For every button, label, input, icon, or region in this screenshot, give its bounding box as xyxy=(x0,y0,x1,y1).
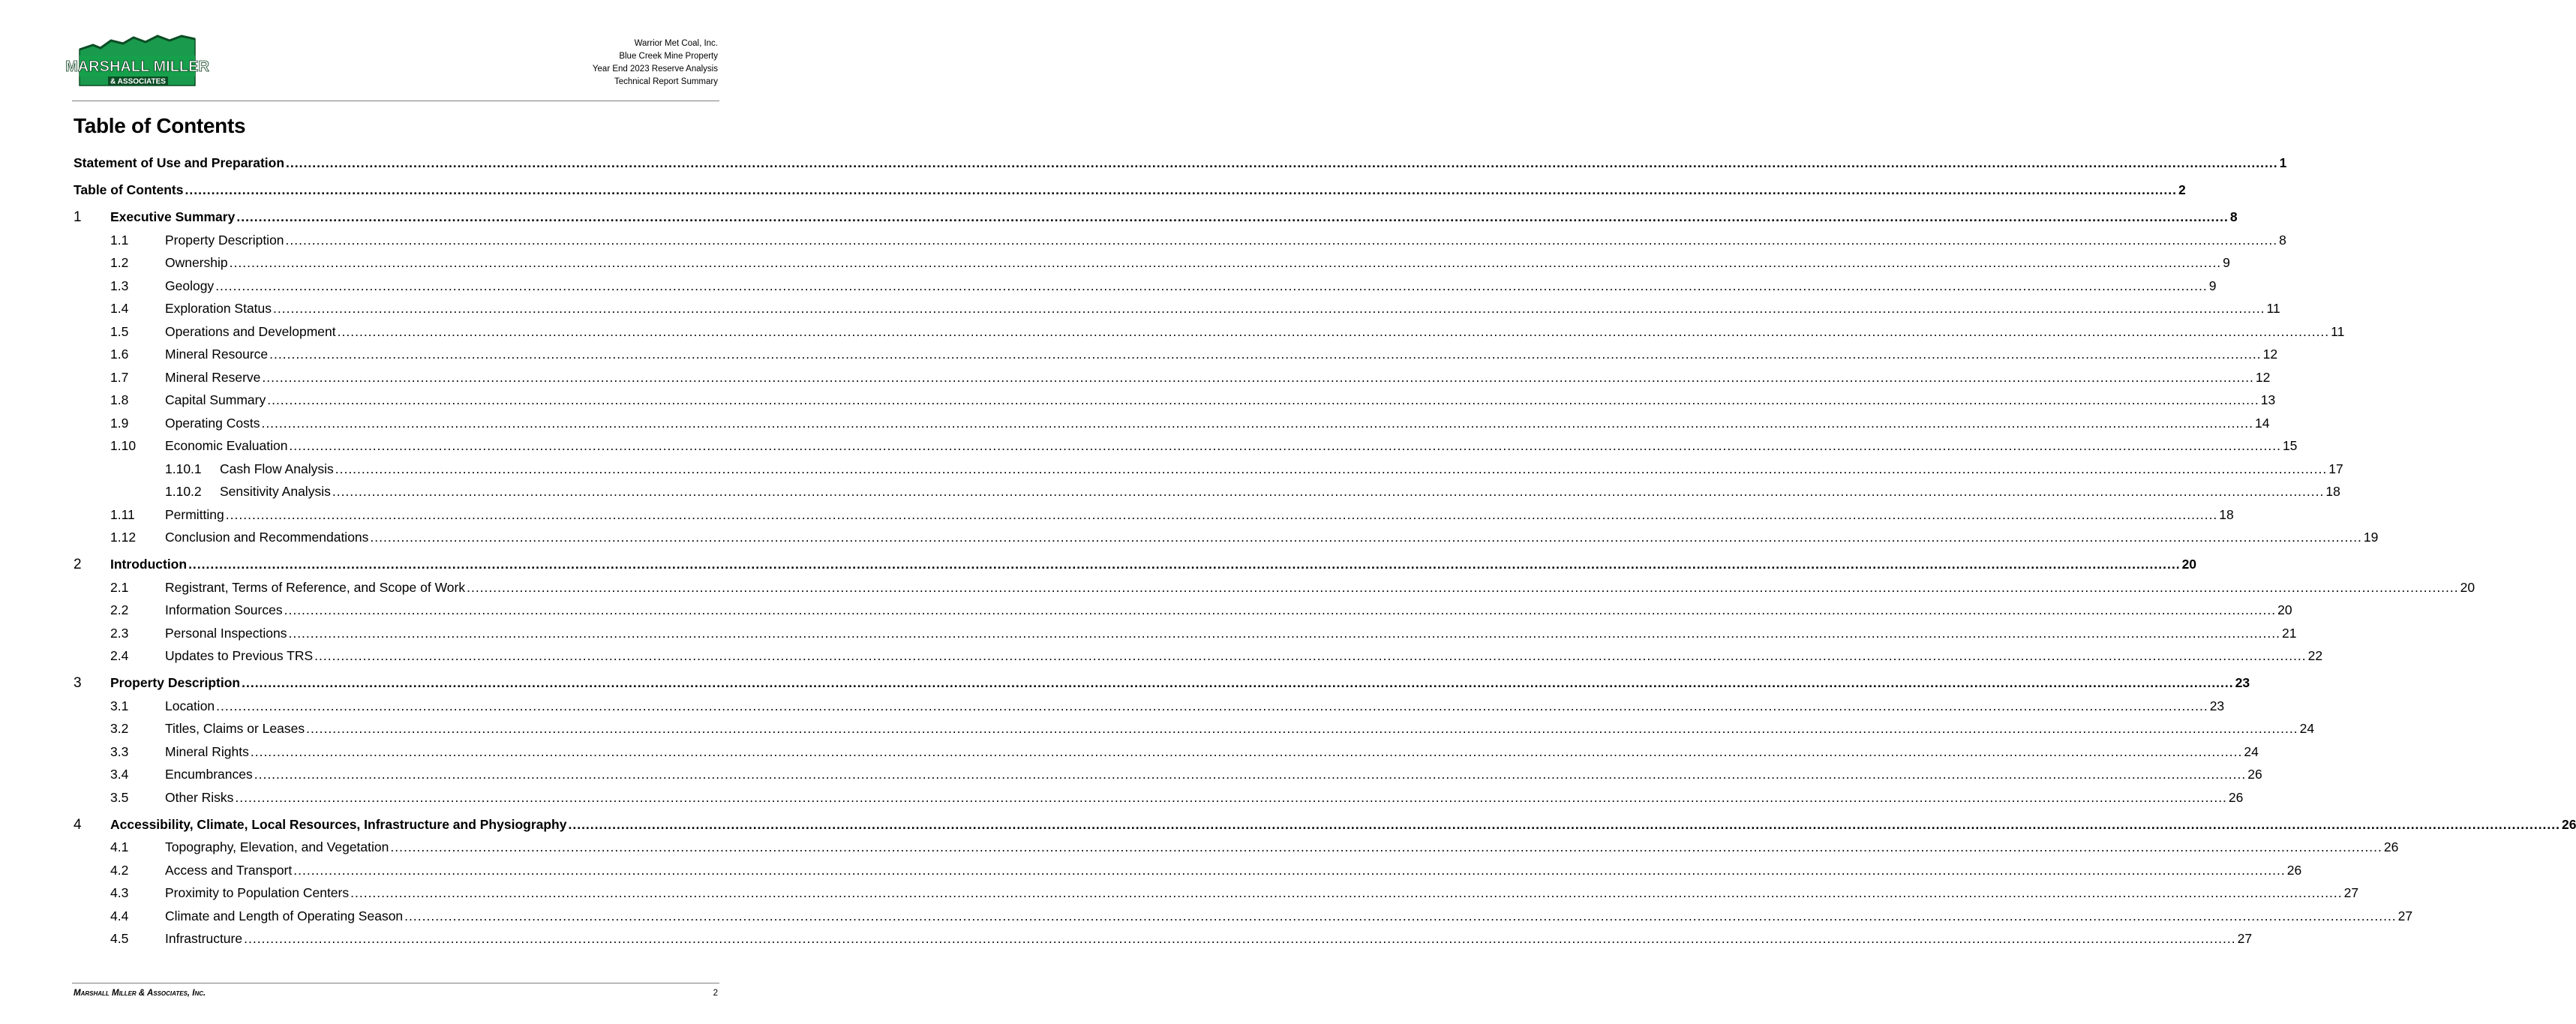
toc-entry-title: Permitting xyxy=(165,506,224,522)
toc-entry-number: 2.3 xyxy=(110,625,129,641)
toc-entry-page: 26 xyxy=(2562,816,2576,832)
toc-entry-number: 1.10.2 xyxy=(165,484,202,499)
toc-entry-page: 26 xyxy=(2383,839,2399,854)
toc-entry-number: 2.1 xyxy=(110,579,129,595)
toc-entry-number: 4.1 xyxy=(110,839,129,854)
toc-entry-number: 3.4 xyxy=(110,767,129,782)
toc-entry-page: 27 xyxy=(2343,885,2359,900)
toc-entry[interactable] xyxy=(74,392,2276,410)
toc-dot-leader xyxy=(568,817,2560,833)
toc-dot-leader xyxy=(286,155,2278,171)
toc-entry[interactable] xyxy=(74,602,2292,620)
toc-entry-page: 26 xyxy=(2286,862,2302,878)
toc-entry-title: Accessibility, Climate, Local Resources, Infrastructure and Physiography xyxy=(110,816,567,832)
toc-dot-leader xyxy=(267,392,2259,408)
toc-entry-page: 23 xyxy=(2209,698,2225,713)
toc-entry-number: 4.4 xyxy=(110,908,129,923)
toc-entry[interactable] xyxy=(74,767,2262,785)
toc-entry-title: Other Risks xyxy=(165,789,234,805)
toc-entry-page: 24 xyxy=(2299,721,2315,736)
toc-entry-page: 1 xyxy=(2279,155,2287,170)
toc-entry-title: Capital Summary xyxy=(165,392,266,407)
toc-entry[interactable] xyxy=(74,232,2286,251)
report-type: Technical Report Summary xyxy=(614,77,718,86)
toc-entry-number: 4.2 xyxy=(110,862,129,878)
toc-dot-leader xyxy=(216,698,2208,714)
toc-entry-number: 1.5 xyxy=(110,323,129,339)
toc-entry[interactable] xyxy=(74,484,2340,502)
toc-dot-leader xyxy=(288,626,2280,641)
toc-dot-leader xyxy=(390,839,2382,855)
toc-dot-leader xyxy=(314,648,2307,664)
toc-entry-number: 3.1 xyxy=(110,698,129,713)
toc-entry-title: Ownership xyxy=(165,255,228,270)
toc-entry[interactable] xyxy=(74,155,2287,173)
toc-entry-title: Operating Costs xyxy=(165,415,260,431)
toc-entry-title: Mineral Resource xyxy=(165,347,269,362)
toc-entry-number: 3.5 xyxy=(110,789,129,805)
toc-entry-number: 1 xyxy=(74,209,82,225)
toc-entry[interactable] xyxy=(74,698,2225,716)
toc-entry-number: 1.8 xyxy=(110,392,129,407)
toc-entry-page: 15 xyxy=(2282,438,2298,453)
toc-entry-number: 3.2 xyxy=(110,721,129,736)
toc-entry-title: Introduction xyxy=(110,557,188,572)
toc-entry-page: 21 xyxy=(2281,625,2297,641)
toc-entry[interactable] xyxy=(74,369,2271,388)
company-logo xyxy=(65,33,209,87)
toc-entry-title: Topography, Elevation, and Vegetation xyxy=(165,839,389,854)
toc-entry-number: 1.2 xyxy=(110,255,129,270)
toc-entry-page: 27 xyxy=(2237,931,2253,946)
svg-text:& ASSOCIATES: & ASSOCIATES xyxy=(110,77,166,86)
toc-entry[interactable] xyxy=(74,675,2250,693)
toc-dot-leader xyxy=(185,182,2177,198)
toc-entry[interactable] xyxy=(74,461,2343,479)
toc-entry-title: Encumbrances xyxy=(165,767,253,782)
toc-entry-title: Updates to Previous TRS xyxy=(165,648,314,663)
toc-entry-page: 13 xyxy=(2260,392,2276,407)
toc-entry-number: 1.4 xyxy=(110,301,129,316)
toc-entry-title: Geology xyxy=(165,278,215,293)
toc-entry-number: 3.3 xyxy=(110,743,129,759)
toc-entry-title: Mineral Rights xyxy=(165,743,249,759)
toc-entry[interactable] xyxy=(74,278,2217,296)
toc-entry-page: 18 xyxy=(2325,484,2340,499)
toc-entry-page: 26 xyxy=(2228,789,2244,805)
toc-dot-leader xyxy=(338,324,2330,340)
toc-entry-title: Proximity to Population Centers xyxy=(165,885,350,900)
toc-dot-leader xyxy=(335,461,2328,477)
toc-dot-leader xyxy=(404,908,2397,924)
toc-entry[interactable] xyxy=(74,648,2323,666)
toc-dot-leader xyxy=(244,931,2236,947)
toc-dot-leader xyxy=(332,484,2325,500)
toc-entry-number: 4.3 xyxy=(110,885,129,900)
toc-dot-leader xyxy=(286,233,2278,248)
toc-entry-title: Executive Summary xyxy=(110,209,236,224)
toc-entry[interactable] xyxy=(74,557,2197,575)
toc-entry-page: 11 xyxy=(2331,323,2345,339)
toc-dot-leader xyxy=(215,278,2208,294)
toc-entry[interactable] xyxy=(74,743,2259,762)
toc-entry-number: 1.7 xyxy=(110,369,129,385)
toc-dot-leader xyxy=(262,370,2254,386)
toc-entry-number: 1.12 xyxy=(110,530,137,545)
toc-entry-title: Statement of Use and Preparation xyxy=(74,155,285,170)
toc-dot-leader xyxy=(273,301,2265,317)
toc-entry-page: 12 xyxy=(2262,347,2278,362)
toc-dot-leader xyxy=(251,744,2243,760)
toc-entry[interactable] xyxy=(74,862,2302,881)
toc-entry[interactable] xyxy=(74,347,2278,365)
toc-entry-number: 2.4 xyxy=(110,648,129,663)
toc-dot-leader xyxy=(289,438,2281,454)
toc-dot-leader xyxy=(261,416,2253,431)
toc-dot-leader xyxy=(269,347,2262,362)
toc-entry-title: Sensitivity Analysis xyxy=(220,484,331,499)
toc-entry-page: 12 xyxy=(2255,369,2271,385)
toc-entry-title: Conclusion and Recommendations xyxy=(165,530,369,545)
toc-entry-number: 1.11 xyxy=(110,506,135,522)
toc-entry-title: Cash Flow Analysis xyxy=(220,461,334,476)
toc-entry-page: 9 xyxy=(2208,278,2217,293)
footer-page-number: 2 xyxy=(713,989,718,998)
analysis-name: Year End 2023 Reserve Analysis xyxy=(592,65,718,74)
page-title: Table of Contents xyxy=(74,114,246,137)
toc-entry[interactable] xyxy=(74,209,2238,227)
toc-entry[interactable] xyxy=(74,839,2399,857)
toc-entry-number: 4.5 xyxy=(110,931,129,946)
toc-entry-page: 17 xyxy=(2328,461,2343,476)
toc-entry-page: 9 xyxy=(2223,255,2230,270)
toc-dot-leader xyxy=(467,580,2459,596)
toc-entry-number: 1.1 xyxy=(110,232,129,248)
toc-dot-leader xyxy=(350,885,2343,901)
property-name: Blue Creek Mine Property xyxy=(619,52,718,61)
toc-dot-leader xyxy=(293,863,2286,878)
toc-entry-page: 18 xyxy=(2219,506,2234,522)
toc-entry-title: Access and Transport xyxy=(165,862,293,878)
toc-entry[interactable] xyxy=(74,182,2186,200)
toc-entry-page: 22 xyxy=(2307,648,2323,663)
toc-entry-page: 11 xyxy=(2266,301,2280,316)
toc-entry-number: 1.3 xyxy=(110,278,129,293)
toc-entry[interactable] xyxy=(74,579,2475,598)
toc-dot-leader xyxy=(236,209,2229,225)
toc-entry-page: 20 xyxy=(2460,579,2475,595)
toc-entry-title: Infrastructure xyxy=(165,931,243,946)
toc-entry[interactable] xyxy=(74,885,2359,903)
toc-dot-leader xyxy=(254,767,2247,782)
toc-entry[interactable] xyxy=(74,323,2345,342)
toc-entry[interactable] xyxy=(74,255,2230,273)
toc-entry-number: 1.10 xyxy=(110,438,137,453)
toc-entry-title: Economic Evaluation xyxy=(165,438,288,453)
toc-entry-page: 24 xyxy=(2244,743,2259,759)
toc-entry-title: Table of Contents xyxy=(74,182,184,197)
toc-dot-leader xyxy=(284,602,2277,618)
toc-dot-leader xyxy=(235,790,2227,806)
toc-entry[interactable] xyxy=(74,506,2234,525)
report-header-info xyxy=(593,38,718,89)
toc-entry-number: 2.2 xyxy=(110,602,129,617)
toc-entry[interactable] xyxy=(74,625,2297,644)
toc-dot-leader xyxy=(242,675,2234,691)
toc-entry-page: 20 xyxy=(2277,602,2292,617)
toc-entry[interactable] xyxy=(74,816,2576,835)
toc-entry-title: Personal Inspections xyxy=(165,625,287,641)
toc-entry[interactable] xyxy=(74,301,2280,319)
toc-entry[interactable] xyxy=(74,530,2379,548)
toc-entry-title: Registrant, Terms of Reference, and Scope of Work xyxy=(165,579,466,595)
toc-entry-title: Operations and Development xyxy=(165,323,336,339)
toc-entry-page: 8 xyxy=(2279,232,2286,248)
toc-entry-title: Titles, Claims or Leases xyxy=(165,721,305,736)
toc-entry[interactable] xyxy=(74,931,2253,949)
toc-entry-title: Property Description xyxy=(110,675,241,690)
toc-dot-leader xyxy=(230,255,2222,271)
toc-entry-title: Location xyxy=(165,698,215,713)
toc-entry-title: Information Sources xyxy=(165,602,283,617)
toc-entry-number: 4 xyxy=(74,816,82,833)
toc-entry-page: 2 xyxy=(2178,182,2186,197)
toc-entry[interactable] xyxy=(74,908,2413,926)
svg-text:MARSHALL MILLER: MARSHALL MILLER xyxy=(65,59,209,75)
toc-entry-number: 1.10.1 xyxy=(165,461,202,476)
toc-dot-leader xyxy=(370,530,2362,545)
toc-entry-number: 1.6 xyxy=(110,347,129,362)
toc-entry-page: 26 xyxy=(2247,767,2262,782)
toc-entry-title: Mineral Reserve xyxy=(165,369,261,385)
toc-dot-leader xyxy=(226,507,2218,523)
toc-dot-leader xyxy=(188,557,2181,572)
toc-entry-page: 27 xyxy=(2397,908,2413,923)
toc-entry-title: Climate and Length of Operating Season xyxy=(165,908,404,923)
toc-entry[interactable] xyxy=(74,438,2298,456)
toc-entry-page: 20 xyxy=(2181,557,2197,572)
toc-entry-page: 19 xyxy=(2363,530,2379,545)
toc-entry[interactable] xyxy=(74,789,2244,808)
toc-entry-title: Exploration Status xyxy=(165,301,272,316)
toc-entry[interactable] xyxy=(74,415,2270,434)
toc-entry-number: 1.9 xyxy=(110,415,129,431)
toc-entry-page: 23 xyxy=(2235,675,2250,690)
toc-entry[interactable] xyxy=(74,721,2315,739)
footer-company: Marshall Miller & Associates, Inc. xyxy=(74,989,206,998)
toc-entry-number: 3 xyxy=(74,675,82,691)
toc-dot-leader xyxy=(306,721,2298,737)
company-name: Warrior Met Coal, Inc. xyxy=(634,39,718,48)
toc-entry-title: Property Description xyxy=(165,232,284,248)
toc-entry-page: 14 xyxy=(2254,415,2270,431)
toc-entry-number: 2 xyxy=(74,557,82,572)
toc-entry-page: 8 xyxy=(2229,209,2238,224)
